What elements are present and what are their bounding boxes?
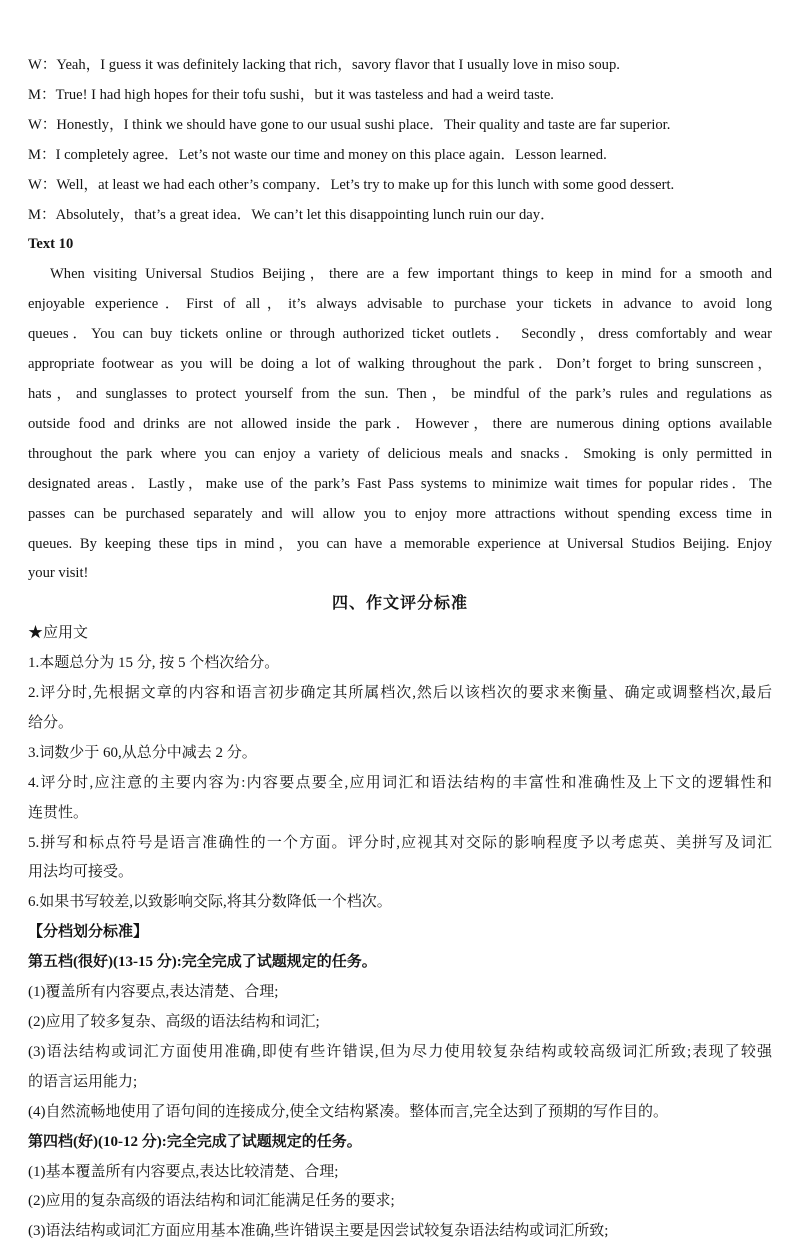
text-line: queues．You can buy tickets online or through authorized ticket outlets． Secondly，dress comfortably and wear — [28, 326, 772, 343]
text-line: When visiting Universal Studios Beijing，there are a few important things to keep in mind for a smooth and — [50, 266, 772, 283]
text-line: (1)基本覆盖所有内容要点,表达比较清楚、合理; — [28, 1163, 339, 1180]
text-10 — [28, 230, 772, 589]
text-line: 连贯性。 — [28, 804, 89, 821]
text-line: 第五档(很好)(13-15 分):完全完成了试题规定的任务。 — [28, 954, 377, 971]
document-content — [28, 51, 772, 1247]
text-line: appropriate footwear as you will be doing a lot of walking throughout the park．Don’t forget to bring sunscreen， — [28, 356, 772, 373]
text-line: enjoyable experience．First of all，it’s always advisable to purchase your tickets in advance to avoid long — [28, 296, 772, 313]
essay-scoring-criteria — [28, 589, 772, 1247]
text-line: 给分。 — [28, 714, 74, 731]
text-line: 2.评分时,先根据文章的内容和语言初步确定其所属档次,然后以该档次的要求来衡量、确定或调整档次,最后 — [28, 685, 772, 702]
text-line: 【分档划分标准】 — [28, 924, 149, 941]
text-line: W：Yeah，I guess it was definitely lacking that rich，savory flavor that I usually love in miso soup. — [28, 57, 620, 73]
text-line: 4.评分时,应注意的主要内容为:内容要点要全,应用词汇和语法结构的丰富性和准确性及上下文的逻辑性和 — [28, 774, 772, 791]
text-line: Text 10 — [28, 236, 74, 253]
text-line: (1)覆盖所有内容要点,表达清楚、合理; — [28, 984, 279, 1001]
text-line: (3)语法结构或词汇方面使用准确,即使有些许错误,但为尽力使用较复杂结构或较高级词汇所致;表现了较强 — [28, 1043, 772, 1060]
text-line: outside food and drinks are not allowed inside the park．However，there are numerous dining options available — [28, 415, 772, 432]
text-line: W：Well，at least we had each other’s company．Let’s try to make up for this lunch with some good dessert. — [28, 176, 675, 193]
text-line: 6.如果书写较差,以致影响交际,将其分数降低一个档次。 — [28, 894, 392, 911]
text-line: 第四档(好)(10-12 分):完全完成了试题规定的任务。 — [28, 1133, 362, 1150]
text-line: queues. By keeping these tips in mind，you can have a memorable experience at Universal Studios Beijing. Enjoy — [28, 535, 772, 552]
text-line: 用法均可接受。 — [28, 864, 134, 881]
listening-dialogue — [28, 51, 772, 230]
text-line: 的语言运用能力; — [28, 1073, 138, 1090]
text-line: (4)自然流畅地使用了语句间的连接成分,使全文结构紧凑。整体而言,完全达到了预期的写作目的。 — [28, 1103, 668, 1120]
text-line: your visit! — [28, 565, 89, 582]
text-line: (2)应用的复杂高级的语法结构和词汇能满足任务的要求; — [28, 1193, 395, 1210]
text-line: (2)应用了较多复杂、高级的语法结构和词汇; — [28, 1014, 320, 1030]
text-line: passes can be purchased separately and will allow you to enjoy more attractions without spending excess time in — [28, 505, 772, 522]
text-line: 1.本题总分为 15 分, 按 5 个档次给分。 — [28, 655, 280, 672]
text-line: M：I completely agree．Let’s not waste our time and money on this place again．Lesson learned. — [28, 146, 607, 163]
text-line: 四、作文评分标准 — [331, 595, 468, 613]
text-line: 3.词数少于 60,从总分中减去 2 分。 — [28, 744, 257, 761]
text-line: (3)语法结构或词汇方面应用基本准确,些许错误主要是因尝试较复杂语法结构或词汇所致; — [28, 1223, 609, 1240]
text-line: M：Absolutely，that’s a great idea．We can’t let this disappointing lunch ruin our day． — [28, 206, 555, 223]
text-line: M：True! I had high hopes for their tofu sushi，but it was tasteless and had a weird taste. — [28, 86, 554, 103]
text-line: ★应用文 — [28, 625, 89, 642]
text-line: designated areas．Lastly，make use of the park’s Fast Pass systems to minimize wait times for popular rides．The — [28, 475, 772, 492]
text-line: throughout the park where you can enjoy a variety of delicious meals and snacks．Smoking is only permitted in — [28, 445, 772, 462]
text-line: hats，and sunglasses to protect yourself from the sun. Then，be mindful of the park’s rules and regulations as — [28, 385, 772, 402]
text-line: W：Honestly，I think we should have gone to our usual sushi place．Their quality and taste are far superior. — [28, 116, 671, 133]
text-line: 5.拼写和标点符号是语言准确性的一个方面。评分时,应视其对交际的影响程度予以考虑英、美拼写及词汇 — [28, 834, 772, 851]
